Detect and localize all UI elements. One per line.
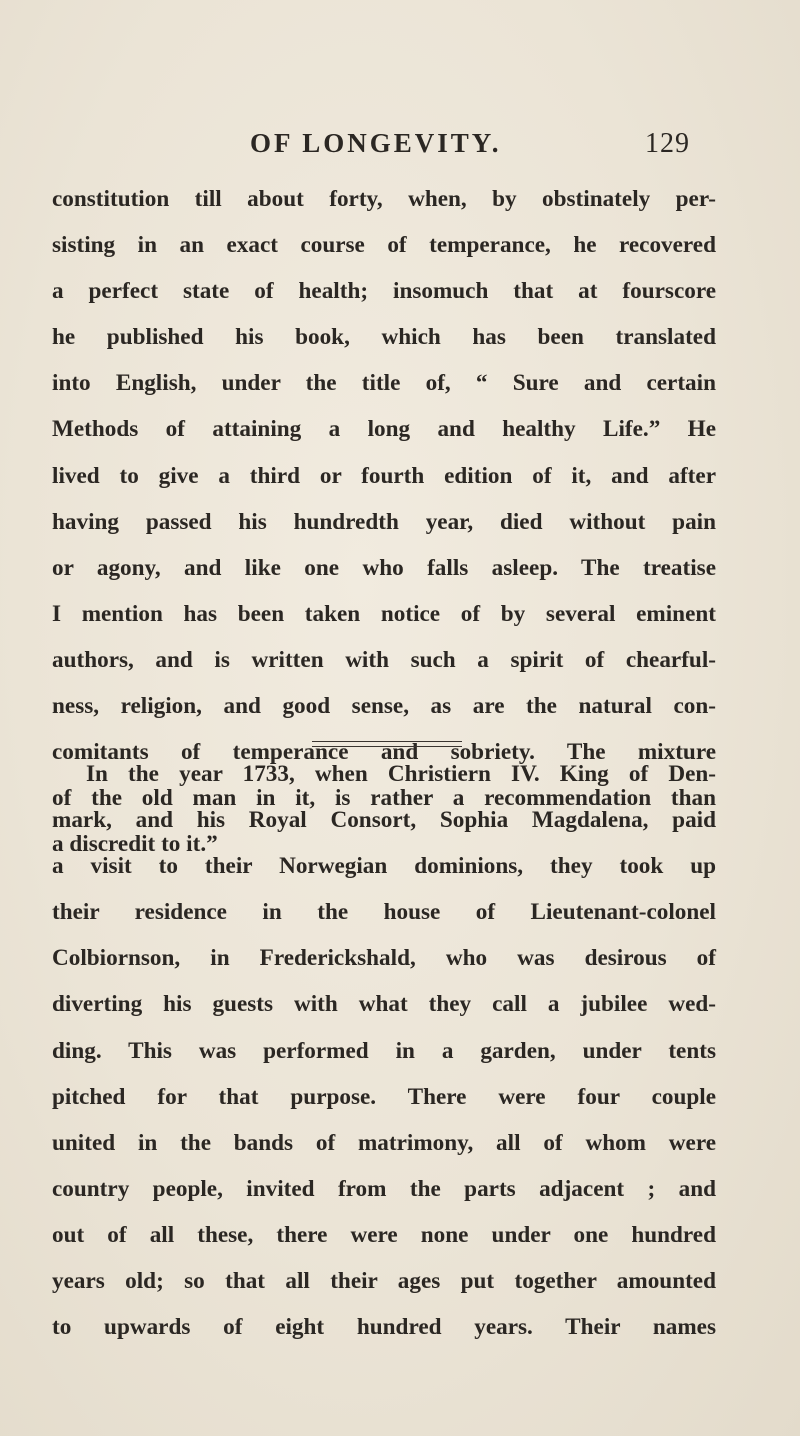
text-line: sisting in an exact course of temperance, he recovered bbox=[52, 232, 716, 259]
text-line: out of all these, there were none under one hundred bbox=[52, 1221, 716, 1248]
text-line: authors, and is written with such a spirit of chearful- bbox=[52, 646, 716, 673]
text-line: comitants of temperance and sobriety. The mixture bbox=[52, 739, 716, 766]
running-head bbox=[250, 128, 690, 168]
text-line: country people, invited from the parts adjacent ; and bbox=[52, 1175, 716, 1202]
text-line: of the old man in it, is rather a recommendation than bbox=[52, 785, 716, 812]
running-title: OF LONGEVITY. bbox=[250, 128, 502, 158]
text-line: a discredit to it.” bbox=[52, 831, 218, 858]
text-line: he published his book, which has been translated bbox=[52, 324, 716, 351]
text-line: ding. This was performed in a garden, under tents bbox=[52, 1037, 716, 1064]
text-line: I mention has been taken notice of by several eminent bbox=[52, 600, 716, 627]
text-line: Colbiornson, in Frederickshald, who was desirous of bbox=[52, 945, 716, 972]
text-line: constitution till about forty, when, by obstinately per- bbox=[52, 186, 716, 212]
text-line: a visit to their Norwegian dominions, they took up bbox=[52, 853, 716, 880]
text-line: pitched for that purpose. There were four couple bbox=[52, 1083, 716, 1110]
text-line: their residence in the house of Lieutenant-colonel bbox=[52, 899, 716, 926]
paragraph-jubilee-wedding bbox=[52, 751, 716, 1350]
text-line: into English, under the title of, “ Sure and certain bbox=[52, 370, 716, 397]
text-line: In the year 1733, when Christiern IV. King of Den- bbox=[86, 761, 716, 787]
text-line: mark, and his Royal Consort, Sophia Magdalena, paid bbox=[52, 807, 716, 834]
page-number: 129 bbox=[645, 128, 690, 159]
text-line: lived to give a third or fourth edition of it, and after bbox=[52, 462, 716, 489]
text-line: diverting his guests with what they call a jubilee wed- bbox=[52, 991, 716, 1018]
text-line: or agony, and like one who falls asleep. The treatise bbox=[52, 554, 716, 581]
text-line: a perfect state of health; insomuch that at fourscore bbox=[52, 278, 716, 305]
text-line: united in the bands of matrimony, all of whom were bbox=[52, 1129, 716, 1156]
section-divider bbox=[312, 741, 462, 747]
text-line: years old; so that all their ages put together amounted bbox=[52, 1268, 716, 1295]
text-line: having passed his hundredth year, died without pain bbox=[52, 508, 716, 535]
text-line: to upwards of eight hundred years. Their names bbox=[52, 1314, 716, 1341]
text-line: ness, religion, and good sense, as are the natural con- bbox=[52, 693, 716, 720]
text-line: Methods of attaining a long and healthy Life.” He bbox=[52, 416, 716, 443]
